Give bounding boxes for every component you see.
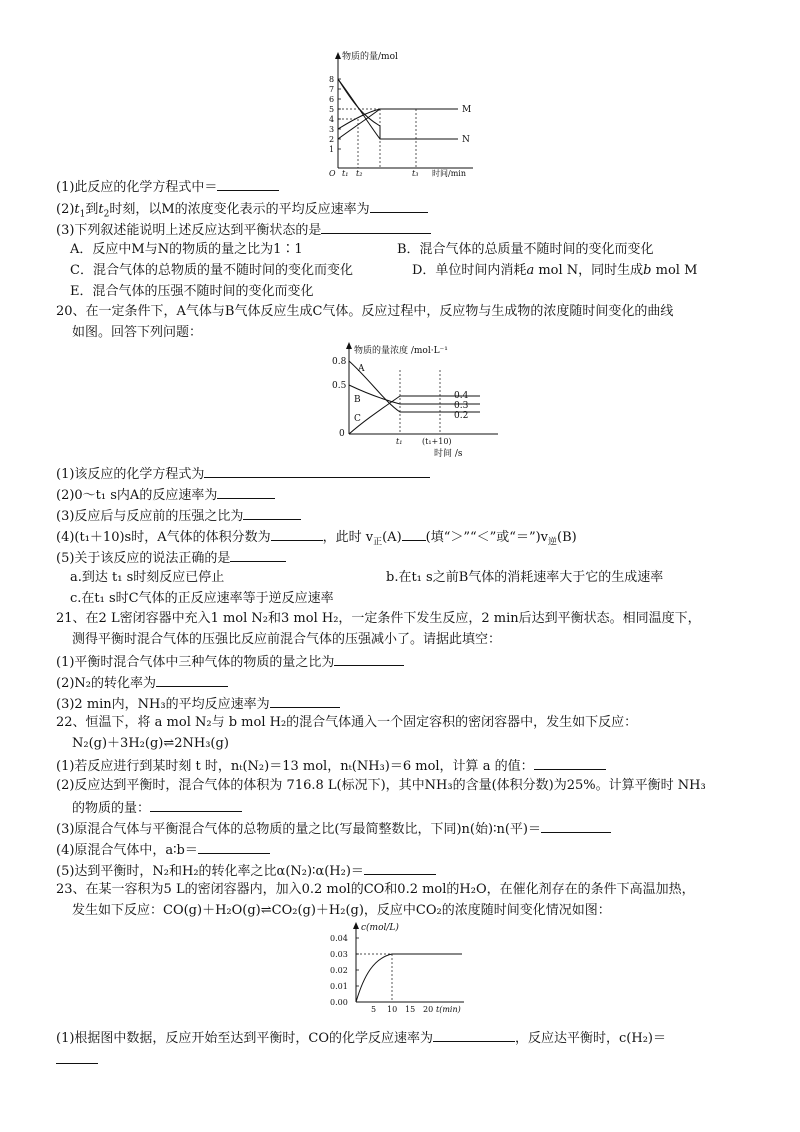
q21-stem-1: 21、在2 L密闭容器中充入1 mol N₂和3 mol H₂，一定条件下发生反应，2 min后达到平衡状态。相同温度下， [56, 611, 701, 626]
q19-xtick: t₃ [412, 169, 419, 178]
q20-right-tick: 0.3 [454, 401, 469, 411]
q19-option-e: E．混合气体的压强不随时间的变化而变化 [70, 284, 314, 299]
q22-part4: (4)原混合气体中，a∶b＝ [56, 840, 270, 860]
answer-blank[interactable] [217, 485, 275, 499]
q23-xtick: 10 [387, 1005, 398, 1014]
q20-stem-2: 如图。回答下列问题： [72, 325, 203, 340]
q19-part1: (1)此反应的化学方程式中＝ [56, 177, 279, 197]
q19-ytick: 1 [329, 145, 335, 154]
q20-label-b: B [354, 395, 361, 405]
q20-ylabel: 物质的量浓度 /mol·L⁻¹ [354, 346, 448, 356]
q19-option-c: C．混合气体的总物质的量不随时间的变化而变化 [70, 263, 353, 278]
answer-blank[interactable] [198, 840, 270, 854]
answer-blank[interactable] [321, 220, 431, 234]
q19-option-a: A．反应中M与N的物质的量之比为1∶1 [70, 242, 303, 257]
q19-label-n: N [462, 135, 470, 145]
q20-part5: (5)关于该反应的说法正确的是 [56, 548, 286, 568]
q21-part2: (2)N₂的转化率为 [56, 673, 228, 693]
q19-ytick: 5 [329, 105, 335, 114]
q23-ytick: 0.03 [330, 950, 348, 959]
answer-blank[interactable] [541, 819, 611, 833]
q23-ytick: 0.02 [330, 966, 348, 975]
q22-part2-line1: (2)反应达到平衡时，混合气体的体积为 716.8 L(标况下)，其中NH₃的含量(体积分数)为25%。计算平衡时 NH₃ [56, 778, 706, 793]
q19-part2: $(2)t_1$到$t_2$时刻，以M的浓度变化表示的平均反应速率为 [56, 199, 428, 224]
q20-chart [330, 340, 505, 458]
q20-part1: (1)该反应的化学方程式为 [56, 464, 430, 484]
q23-ytick: 0.04 [330, 934, 348, 943]
q23-xlabel: t(min) [436, 1005, 461, 1014]
q22-part5: (5)达到平衡时，N₂和H₂的转化率之比α(N₂)∶α(H₂)＝ [56, 861, 436, 881]
q22-stem-1: 22、恒温下，将 a mol N₂与 b mol H₂的混合气体通入一个固定容积的密闭容器中，发生如下反应： [56, 715, 638, 730]
answer-blank[interactable] [364, 861, 436, 875]
q19-ylabel: 物质的量/mol [342, 52, 398, 62]
q19-xtick: t₁ [342, 169, 349, 178]
q22-part2-line2: 的物质的量： [72, 798, 242, 818]
q23-xtick: 5 [371, 1005, 377, 1014]
q22-part1: (1)若反应进行到某时刻 t 时，nₜ(N₂)＝13 mol，nₜ(NH₃)＝6 mol，计算 a 的值： [56, 756, 606, 776]
q20-ytick: 0.8 [332, 357, 347, 367]
q20-xlabel: 时间 /s [434, 449, 463, 458]
q23-xtick: 15 [405, 1005, 416, 1014]
q19-origin: O [329, 169, 336, 178]
q19-xtick: t₂ [356, 169, 363, 178]
q23-stem-1: 23、在某一容积为5 L的密闭容器内，加入0.2 mol的CO和0.2 mol的H₂O，在催化剂存在的条件下高温加热， [56, 882, 695, 897]
q20-ytick: 0 [339, 429, 345, 439]
answer-blank[interactable] [230, 548, 286, 562]
q20-option-b: b.在t₁ s之前B气体的消耗速率大于它的生成速率 [386, 570, 664, 585]
answer-blank[interactable] [56, 1050, 98, 1064]
q20-part4: (4)(t₁＋10)s时，A气体的体积分数为 ，此时 $v_正(A)$ (填“＞”“＜”或“$=”)v_逆(B)$ [56, 527, 577, 552]
q20-label-a: A [358, 364, 365, 374]
q19-chart [318, 48, 478, 178]
q19-xlabel: 时间/min [432, 169, 466, 178]
q19-ytick: 8 [329, 75, 335, 84]
q19-ytick: 2 [329, 135, 335, 144]
q20-option-a: a.到达 t₁ s时刻反应已停止 [70, 570, 225, 585]
q19-curve-m [338, 109, 458, 139]
answer-blank[interactable] [534, 756, 606, 770]
q21-stem-2: 测得平衡时混合气体的压强比反应前混合气体的压强减小了。请据此填空： [72, 632, 502, 647]
q19-ytick: 3 [329, 125, 335, 134]
q23-part1-blank [56, 1050, 98, 1070]
q20-xtick: (t₁+10) [422, 437, 452, 446]
q19-ytick: 7 [329, 85, 335, 94]
q20-label-c: C [354, 414, 361, 424]
q20-ytick: 0.5 [332, 381, 347, 391]
answer-blank[interactable] [243, 506, 301, 520]
q23-chart [324, 920, 504, 1024]
q19-option-b: B．混合气体的总质量不随时间的变化而变化 [397, 242, 654, 257]
answer-blank[interactable] [270, 694, 340, 708]
q20-option-c: c.在t₁ s时C气体的正反应速率等于逆反应速率 [70, 591, 334, 606]
q19-part3: (3)下列叙述能说明上述反应达到平衡状态的是 [56, 220, 431, 240]
q23-xtick: 20 [423, 1005, 434, 1014]
q20-xtick: t₁ [396, 437, 403, 446]
q20-part2: (2)0～t₁ s内A的反应速率为 [56, 485, 275, 505]
q21-part3: (3)2 min内，NH₃的平均反应速率为 [56, 694, 340, 714]
q23-ytick: 0.00 [330, 998, 348, 1007]
q21-part1: (1)平衡时混合气体中三种气体的物质的量之比为 [56, 652, 404, 672]
q19-ytick: 6 [329, 95, 335, 104]
answer-blank[interactable] [150, 798, 242, 812]
q20-part3: (3)反应后与反应前的压强之比为 [56, 506, 301, 526]
answer-blank[interactable] [204, 464, 430, 478]
q23-stem-2: 发生如下反应：CO(g)＋H₂O(g)⇌CO₂(g)＋H₂(g)，反应中CO₂的浓度随时间变化情况如图： [72, 903, 611, 918]
q20-stem-1: 20、在一定条件下，A气体与B气体反应生成C气体。反应过程中，反应物与生成物的浓度随时间变化的曲线 [56, 304, 674, 319]
q23-ylabel: c(mol/L) [361, 923, 399, 933]
answer-blank[interactable] [156, 673, 228, 687]
q23-curve-co2 [356, 954, 462, 1002]
q19-label-m: M [462, 105, 472, 115]
answer-blank[interactable] [433, 1028, 515, 1042]
answer-blank[interactable] [402, 527, 426, 541]
q20-right-tick: 0.2 [454, 411, 469, 421]
q20-right-tick: 0.4 [454, 391, 469, 401]
q22-part3: (3)原混合气体与平衡混合气体的总物质的量之比(写最简整数比，下同)n(始)∶n(平)＝ [56, 819, 611, 839]
answer-blank[interactable] [334, 652, 404, 666]
q23-part1: (1)根据图中数据，反应开始至达到平衡时，CO的化学反应速率为 ，反应达平衡时，c(H₂)＝ [56, 1028, 666, 1048]
q19-ytick: 4 [329, 115, 335, 124]
q22-equation: N₂(g)＋3H₂(g)⇌2NH₃(g) [72, 736, 229, 751]
answer-blank[interactable] [217, 177, 279, 191]
q19-option-d: D．单位时间内消耗a mol N，同时生成b mol M [412, 263, 698, 278]
answer-blank[interactable] [370, 199, 428, 213]
q23-ytick: 0.01 [330, 982, 348, 991]
answer-blank[interactable] [271, 527, 323, 541]
